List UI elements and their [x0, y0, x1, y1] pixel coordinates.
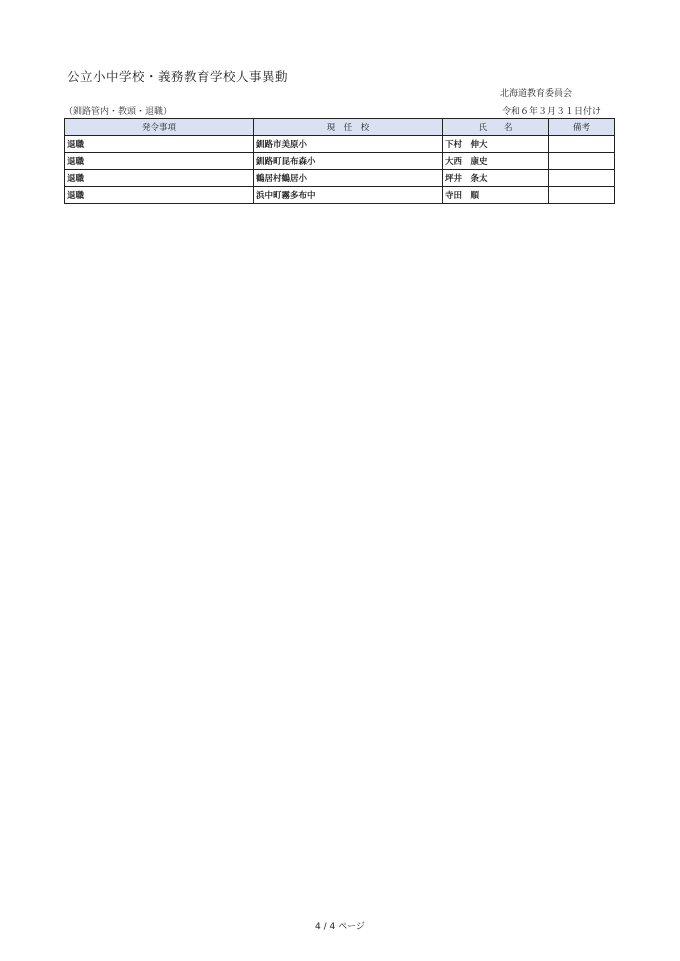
cell-note	[549, 153, 615, 170]
cell-note	[549, 187, 615, 204]
cell-name: 下村 伸大	[443, 136, 549, 153]
table-row	[65, 153, 615, 170]
page-number: 4 / 4 ページ	[315, 922, 365, 932]
cell-note	[549, 170, 615, 187]
table-row	[65, 136, 615, 153]
cell-school: 釧路町昆布森小	[254, 153, 443, 170]
header-name: 氏 名	[443, 119, 549, 136]
document-title: 公立小中学校・義務教育学校人事異動	[67, 69, 289, 84]
cell-name: 坪井 条太	[443, 170, 549, 187]
personnel-table	[64, 118, 615, 204]
table-row	[65, 187, 615, 204]
cell-action: 退職	[65, 153, 254, 170]
cell-name: 大西 康史	[443, 153, 549, 170]
cell-action: 退職	[65, 187, 254, 204]
cell-action: 退職	[65, 136, 254, 153]
effective-date: 令和６年３月３１日付け	[502, 107, 602, 117]
scope-note: （釧路管内・教頭・退職）	[64, 107, 173, 117]
header-action: 発令事項	[65, 119, 254, 136]
cell-school: 釧路市美原小	[254, 136, 443, 153]
table-header-row	[65, 119, 615, 136]
cell-school: 鶴居村鶴居小	[254, 170, 443, 187]
header-note: 備考	[549, 119, 615, 136]
header-school: 現 任 校	[254, 119, 443, 136]
cell-school: 浜中町霧多布中	[254, 187, 443, 204]
cell-action: 退職	[65, 170, 254, 187]
table-row	[65, 170, 615, 187]
cell-note	[549, 136, 615, 153]
issuer-name: 北海道教育委員会	[500, 89, 573, 99]
cell-name: 寺田 順	[443, 187, 549, 204]
